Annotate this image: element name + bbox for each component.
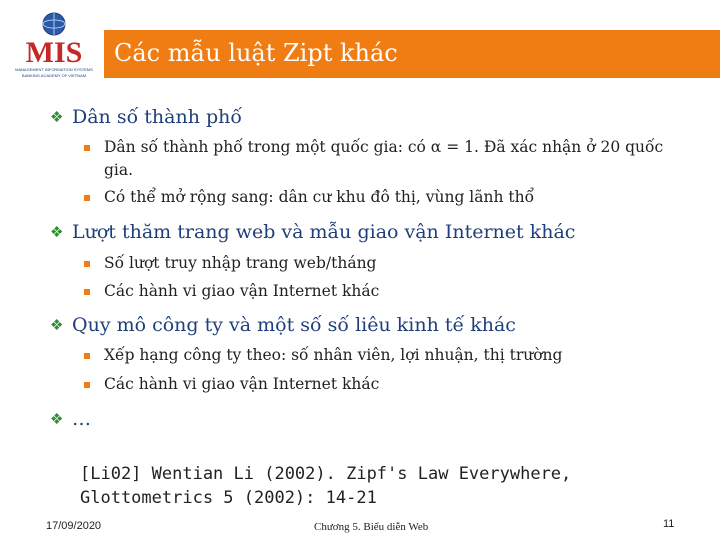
sub-bullet [84, 136, 684, 182]
svg-text:MIS: MIS [25, 36, 83, 69]
svg-text:BANKING ACADEMY OF VIETNAM: BANKING ACADEMY OF VIETNAM [21, 73, 87, 78]
sub-bullet-text: Dân số thành phố trong một quốc gia: có α = 1. Đã xác nhận ở 20 quốc gia. [104, 138, 664, 179]
sub-bullet-text: Xếp hạng công ty theo: số nhân viên, lợi nhuận, thị trường [104, 346, 563, 364]
bullet-4 [50, 408, 91, 430]
sub-bullet [84, 344, 684, 367]
square-bullet-icon [84, 261, 90, 267]
sub-bullet [84, 373, 684, 396]
sub-bullet [84, 252, 684, 275]
bullet-2 [50, 221, 575, 243]
bullet-label: … [72, 408, 91, 430]
bullet-1 [50, 106, 242, 128]
reference-citation: [Li02] Wentian Li (2002). Zipf's Law Everywhere, Glottometrics 5 (2002): 14-21 [80, 464, 572, 508]
bullet-3 [50, 314, 516, 336]
sub-bullet-text: Số lượt truy nhập trang web/tháng [104, 254, 377, 272]
sub-bullet-text: Các hành vi giao vận Internet khác [104, 375, 380, 393]
slide-title: Các mẫu luật Zipt khác [114, 39, 398, 67]
square-bullet-icon [84, 353, 90, 359]
page-number: 11 [663, 518, 675, 530]
footer-date: 17/09/2020 [46, 520, 102, 532]
sub-bullet-text: Có thể mở rộng sang: dân cư khu đô thị, vùng lãnh thổ [104, 188, 535, 206]
bullet-label: Dân số thành phố [72, 106, 242, 128]
diamond-bullet-icon: ❖ [50, 108, 64, 126]
sub-bullet [84, 280, 684, 303]
diamond-bullet-icon: ❖ [50, 410, 64, 428]
diamond-bullet-icon: ❖ [50, 316, 64, 334]
bullet-label: Lượt thăm trang web và mẫu giao vận Internet khác [72, 221, 576, 243]
bullet-label: Quy mô công ty và một số số liêu kinh tế khác [72, 314, 516, 336]
svg-text:MANAGEMENT INFORMATION SYSTEMS: MANAGEMENT INFORMATION SYSTEMS [15, 67, 93, 72]
diamond-bullet-icon: ❖ [50, 223, 64, 241]
square-bullet-icon [84, 145, 90, 151]
square-bullet-icon [84, 195, 90, 201]
square-bullet-icon [84, 382, 90, 388]
footer-chapter: Chương 5. Biểu diễn Web [314, 521, 429, 533]
sub-bullet [84, 186, 684, 209]
sub-bullet-text: Các hành vi giao vận Internet khác [104, 282, 380, 300]
square-bullet-icon [84, 289, 90, 295]
